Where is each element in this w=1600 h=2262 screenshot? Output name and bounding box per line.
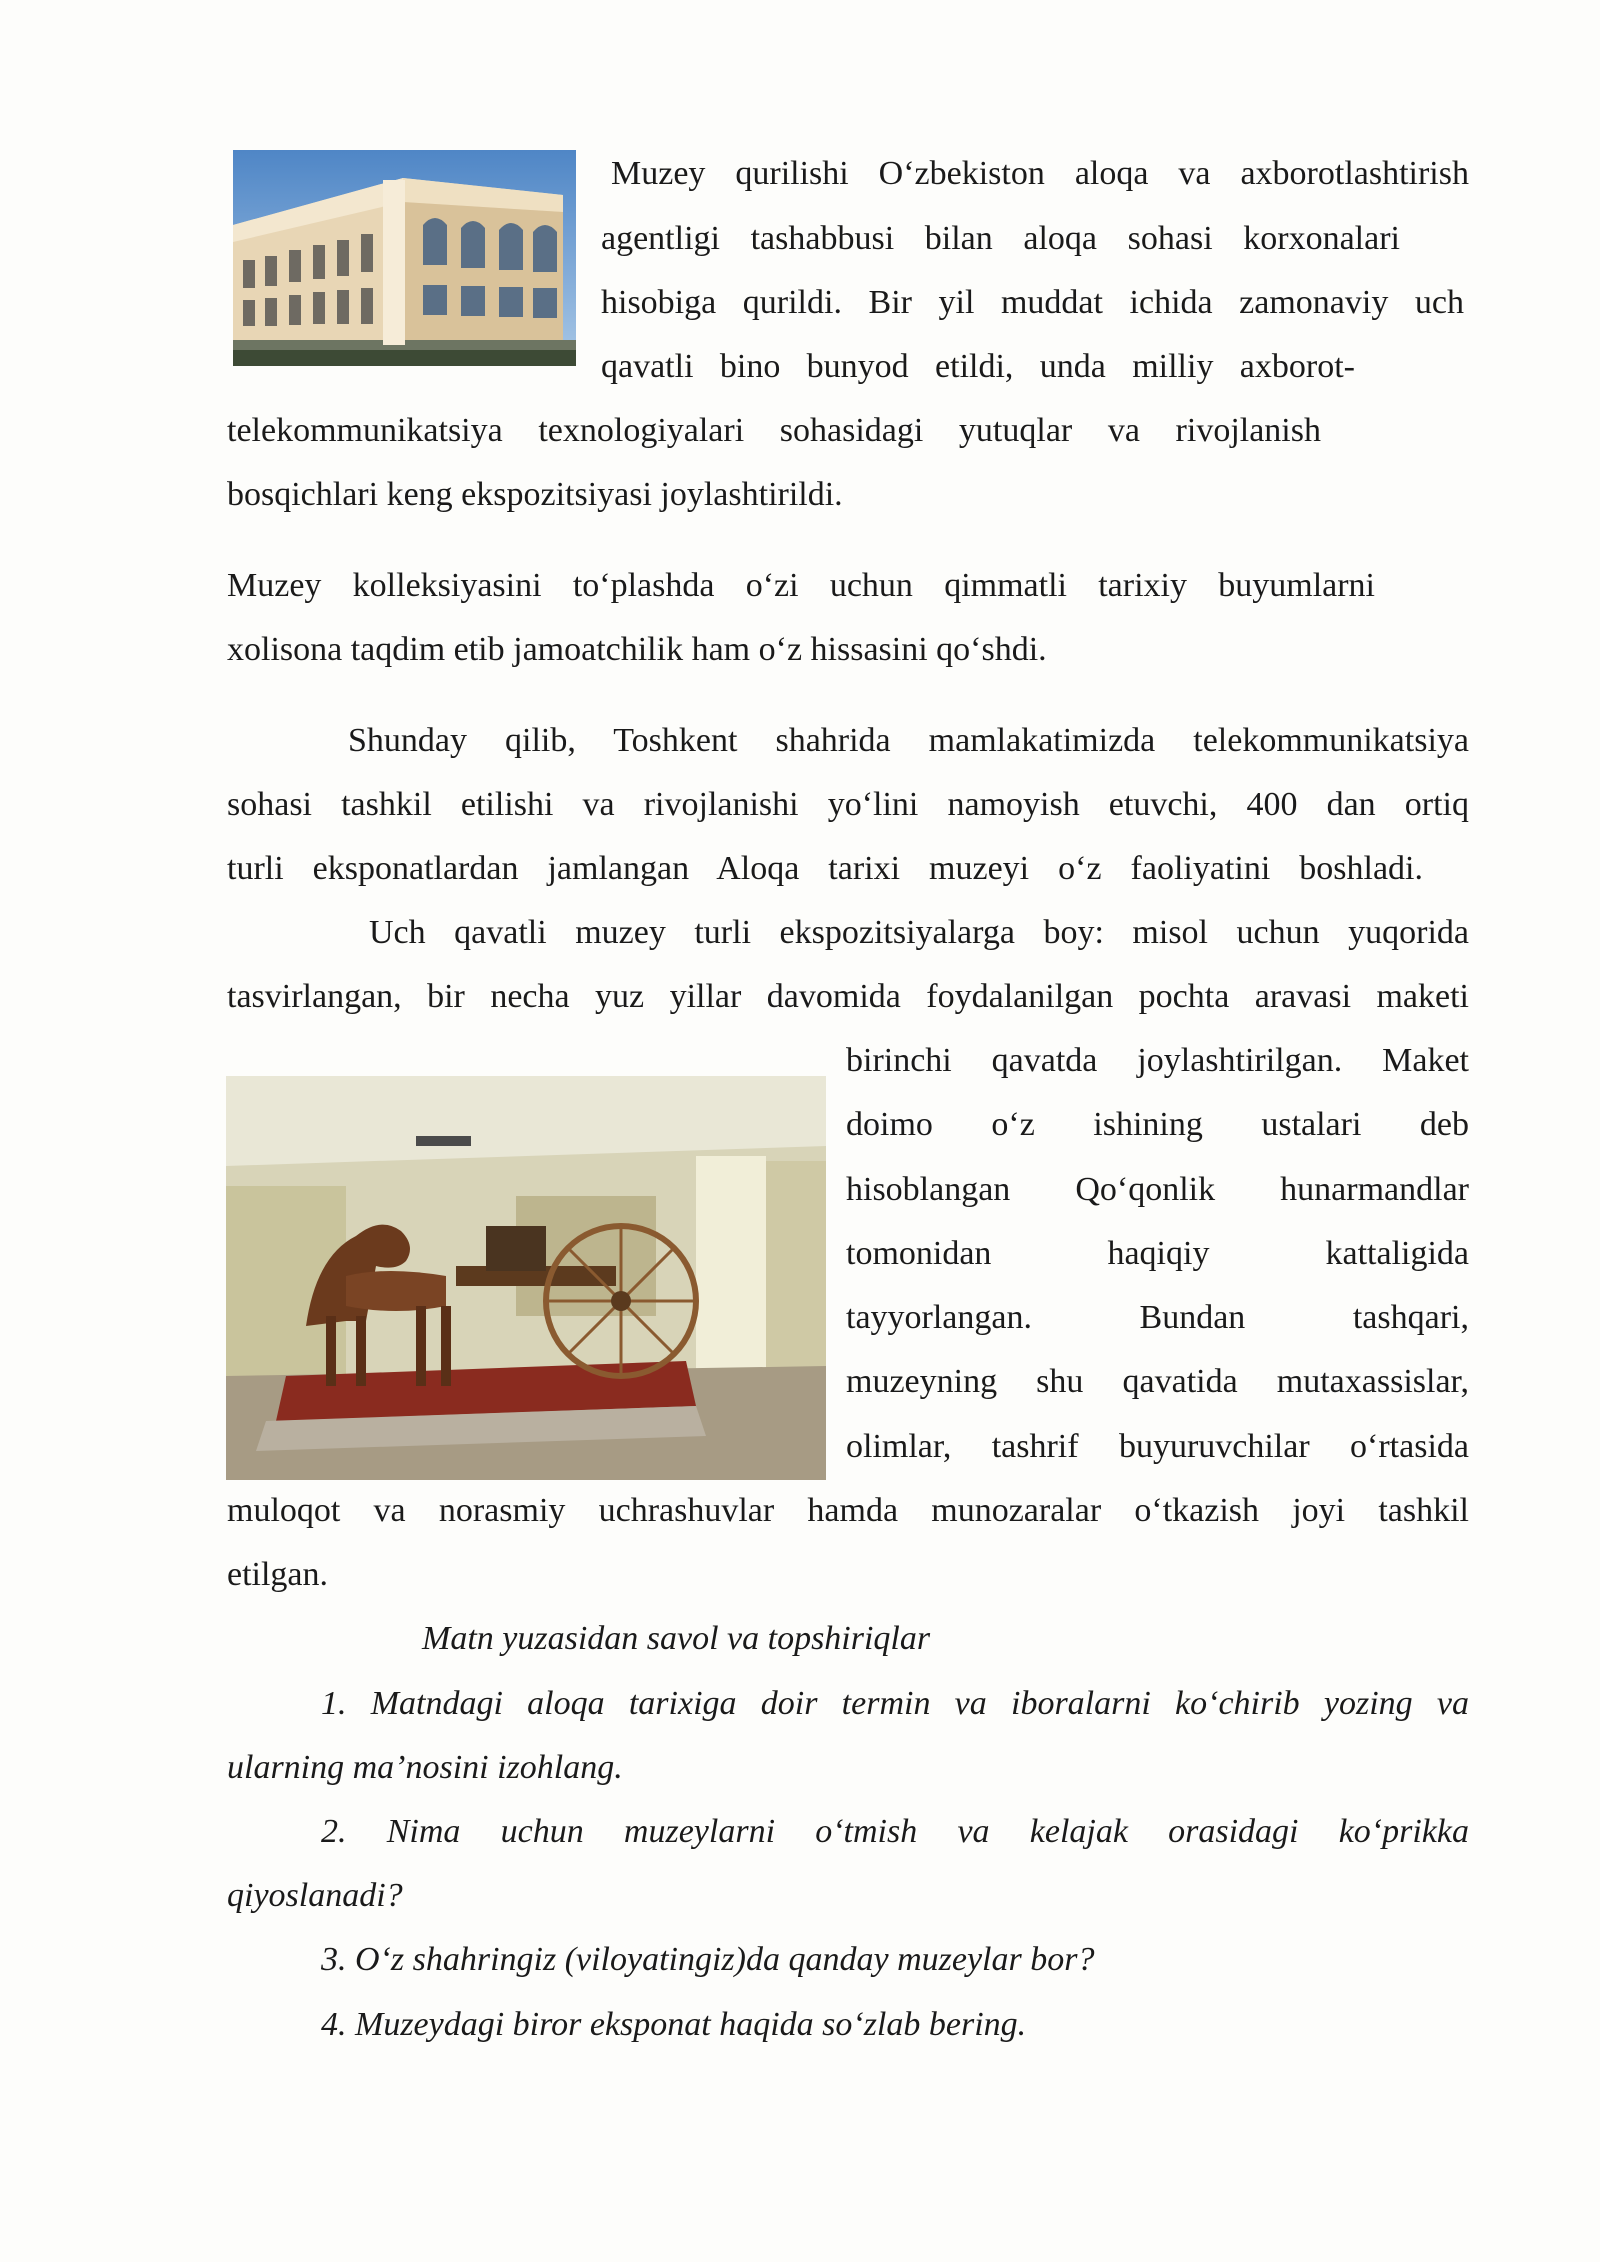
paragraph-3-line-3: turli eksponatlardan jamlangan Aloqa tarixi muzeyi o‘z faoliyatini boshladi. [227, 850, 1423, 887]
mail-carriage-photo [226, 1076, 826, 1480]
paragraph-2-line-2: xolisona taqdim etib jamoatchilik ham o‘z hissasini qo‘shdi. [227, 631, 1047, 668]
paragraph-4-line-1: Uch qavatli muzey turli ekspozitsiyalarga boy: misol uchun yuqorida [369, 914, 1469, 951]
question-1-line-2: ularning ma’nosini izohlang. [227, 1749, 623, 1786]
paragraph-4-line-4: doimo o‘z ishining ustalari deb [846, 1106, 1469, 1143]
paragraph-1-line-3: hisobiga qurildi. Bir yil muddat ichida zamonaviy uch [601, 284, 1464, 321]
questions-heading: Matn yuzasidan savol va topshiriqlar [422, 1620, 931, 1657]
question-4: 4. Muzeydagi biror eksponat haqida so‘zlab bering. [321, 2006, 1027, 2043]
museum-building-photo [233, 150, 576, 366]
question-2-line-2: qiyoslanadi? [227, 1877, 403, 1914]
paragraph-4-line-2: tasvirlangan, bir necha yuz yillar davomida foydalanilgan pochta aravasi maketi [227, 978, 1469, 1015]
paragraph-4-line-8: muzeyning shu qavatida mutaxassislar, [846, 1363, 1469, 1400]
paragraph-4-line-11: etilgan. [227, 1556, 329, 1593]
paragraph-4-line-6: tomonidan haqiqiy kattaligida [846, 1235, 1469, 1272]
paragraph-4-line-10: muloqot va norasmiy uchrashuvlar hamda munozaralar o‘tkazish joyi tashkil [227, 1492, 1469, 1529]
paragraph-2-line-1: Muzey kolleksiyasini to‘plashda o‘zi uchun qimmatli tarixiy buyumlarni [227, 567, 1375, 604]
paragraph-4-line-9: olimlar, tashrif buyuruvchilar o‘rtasida [846, 1428, 1469, 1465]
question-3: 3. O‘z shahringiz (viloyatingiz)da qanday muzeylar bor? [321, 1941, 1095, 1978]
question-1-line-1: 1. Matndagi aloqa tarixiga doir termin va iboralarni ko‘chirib yozing va [321, 1685, 1469, 1722]
paragraph-1-line-2: agentligi tashabbusi bilan aloqa sohasi korxonalari [601, 220, 1400, 257]
paragraph-4-line-7: tayyorlangan. Bundan tashqari, [846, 1299, 1469, 1336]
paragraph-4-line-5: hisoblangan Qo‘qonlik hunarmandlar [846, 1171, 1469, 1208]
paragraph-1-line-4: qavatli bino bunyod etildi, unda milliy axborot- [601, 348, 1355, 385]
mail-carriage-illustration [226, 1076, 826, 1480]
paragraph-3-line-1: Shunday qilib, Toshkent shahrida mamlakatimizda telekommunikatsiya [348, 722, 1469, 759]
question-2-line-1: 2. Nima uchun muzeylarni o‘tmish va kelajak orasidagi ko‘prikka [321, 1813, 1469, 1850]
museum-building-illustration [233, 150, 576, 366]
paragraph-3-line-2: sohasi tashkil etilishi va rivojlanishi yo‘lini namoyish etuvchi, 400 dan ortiq [227, 786, 1469, 823]
paragraph-1-line-1: Muzey qurilishi O‘zbekiston aloqa va axborotlashtirish [611, 155, 1469, 192]
paragraph-1-line-5: telekommunikatsiya texnologiyalari sohasidagi yutuqlar va rivojlanish [227, 412, 1321, 449]
paragraph-4-line-3: birinchi qavatda joylashtirilgan. Maket [846, 1042, 1469, 1079]
paragraph-1-line-6: bosqichlari keng ekspozitsiyasi joylashtirildi. [227, 476, 843, 513]
